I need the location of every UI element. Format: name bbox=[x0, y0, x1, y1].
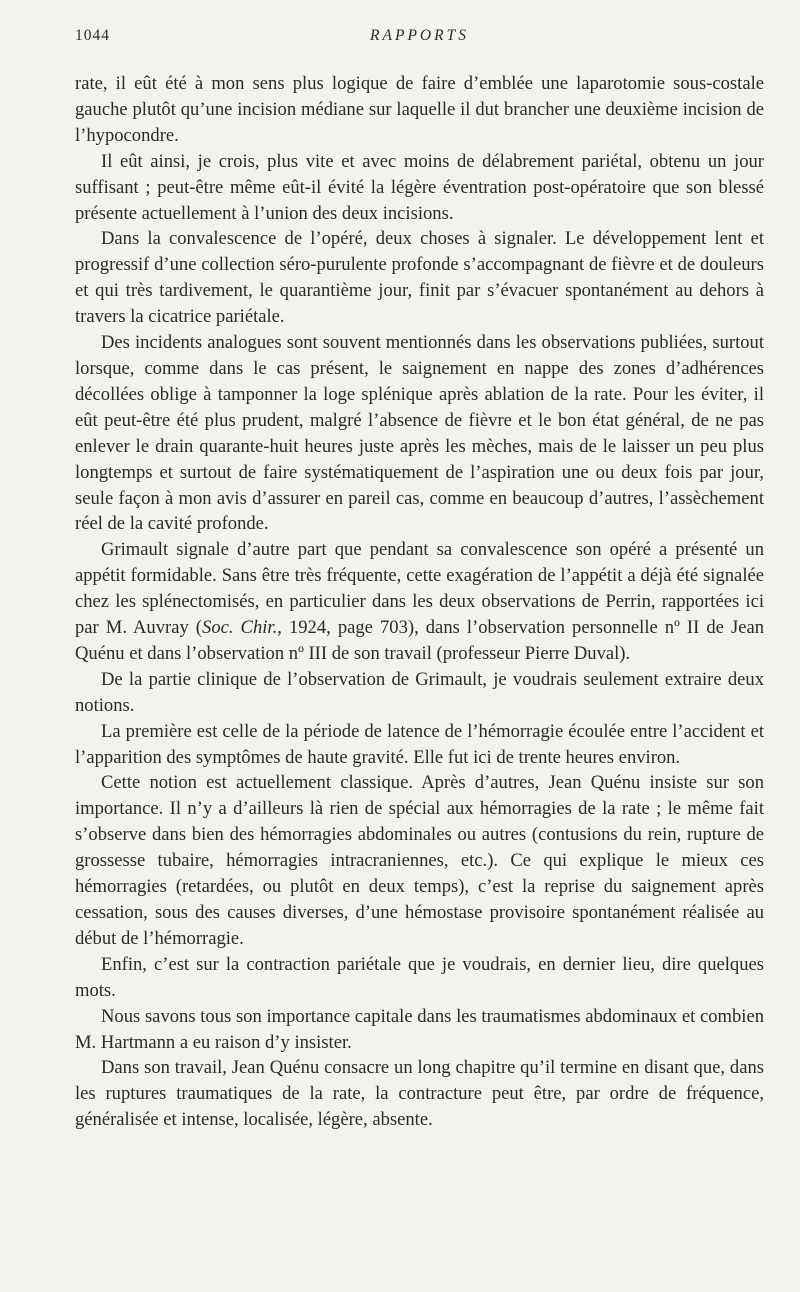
paragraph-convalescence: Dans la convalescence de l’opéré, deux choses à signaler. Le développement lent et progressif d’une collection séro-purulente profonde s’accompagnant de fièvre et de douleurs et qui très tardivement, le quarantième jour, finit par s’évacuer spontanément au dehors à travers la cicatrice pariétale. bbox=[75, 228, 764, 328]
paragraph-quenu-chapter: Dans son travail, Jean Quénu consacre un long chapitre qu’il termine en disant que, dans les ruptures traumatiques de la rate, la contracture peut être, par ordre de fréquence, généralisée et intense, localisée, légère, absente. bbox=[75, 1057, 764, 1131]
paragraph-clinical: De la partie clinique de l’observation de Grimault, je voudrais seulement extraire deux notions. bbox=[75, 668, 764, 716]
paragraph-continuation: rate, il eût été à mon sens plus logique de faire d’emblée une laparotomie sous-costale gauche plutôt qu’une incision médiane sur laquelle il dut brancher une deuxième incision de l’hypocondre. bbox=[75, 73, 764, 146]
page-number: 1044 bbox=[75, 27, 110, 44]
page-header bbox=[75, 27, 764, 57]
citation-soc-chir: Soc. Chir. bbox=[202, 617, 278, 639]
running-title: RAPPORTS bbox=[370, 27, 469, 44]
paragraph-appetite-text: Grimault signale d’autre part que pendant sa convalescence son opéré a présenté un appétit formidable. Sans être très fréquente, cette exagération de l’appétit a déjà été signalée chez les splénectomisés, en particulier dans les deux observations de Perrin, rapportées ici par M. Auvray ( bbox=[75, 539, 764, 639]
paragraph-parietal: Il eût ainsi, je crois, plus vite et avec moins de délabrement pariétal, obtenu un jour suffisant ; peut-être même eût-il évité la légère éventration post-opératoire que son blessé présente actuellement à l’union des deux incisions. bbox=[75, 150, 764, 224]
body-text bbox=[75, 71, 764, 1133]
paragraph-incidents: Des incidents analogues sont souvent mentionnés dans les observations publiées, surtout lorsque, comme dans le cas présent, le saignement en nappe des zones d’adhérences décollées oblige à tamponner la loge splénique après ablation de la rate. Pour les éviter, il eût peut-être été plus prudent, malgré l’absence de fièvre et le bon état général, de ne pas enlever le drain quarante-huit heures juste après les mèches, mais de le laisser un peu plus longtemps et surtout de faire systématiquement de l’aspiration une ou deux fois par jour, seule façon à mon avis d’assurer en pareil cas, comme en beaucoup d’autres, l’assèchement réel de la cavité profonde. bbox=[75, 332, 764, 535]
paragraph-latency: La première est celle de la période de latence de l’hémorragie écoulée entre l’accident et l’apparition des symptômes de haute gravité. Elle fut ici de trente heures environ. bbox=[75, 720, 764, 768]
paragraph-classic-notion: Cette notion est actuellement classique. Après d’autres, Jean Quénu insiste sur son importance. Il n’y a d’ailleurs là rien de spécial aux hémorragies de la rate ; le même fait s’observe dans bien des hémorragies abdominales ou autres (contusions du rein, rupture de grossesse tubaire, hémorragies intracraniennes, etc.). Ce qui explique le mieux ces hémorragies (retardées, ou plutôt en deux temps), c’est la reprise du saignement après cessation, sous des causes diverses, d’une hémostase provisoire spontanément réalisée au début de l’hémorragie. bbox=[75, 772, 764, 949]
paragraph-hartmann: Nous savons tous son importance capitale dans les traumatismes abdominaux et combien M. Hartmann a eu raison d’y insister. bbox=[75, 1005, 764, 1053]
paragraph-contraction: Enfin, c’est sur la contraction pariétale que je voudrais, en dernier lieu, dire quelques mots. bbox=[75, 953, 764, 1001]
paragraph-appetite-text-end: , 1924, page 703), dans l’observation personnelle nº II de Jean Quénu et dans l’observation nº III de son travail (professeur Pierre Duval). bbox=[75, 617, 764, 664]
paragraph-appetite bbox=[75, 537, 764, 667]
